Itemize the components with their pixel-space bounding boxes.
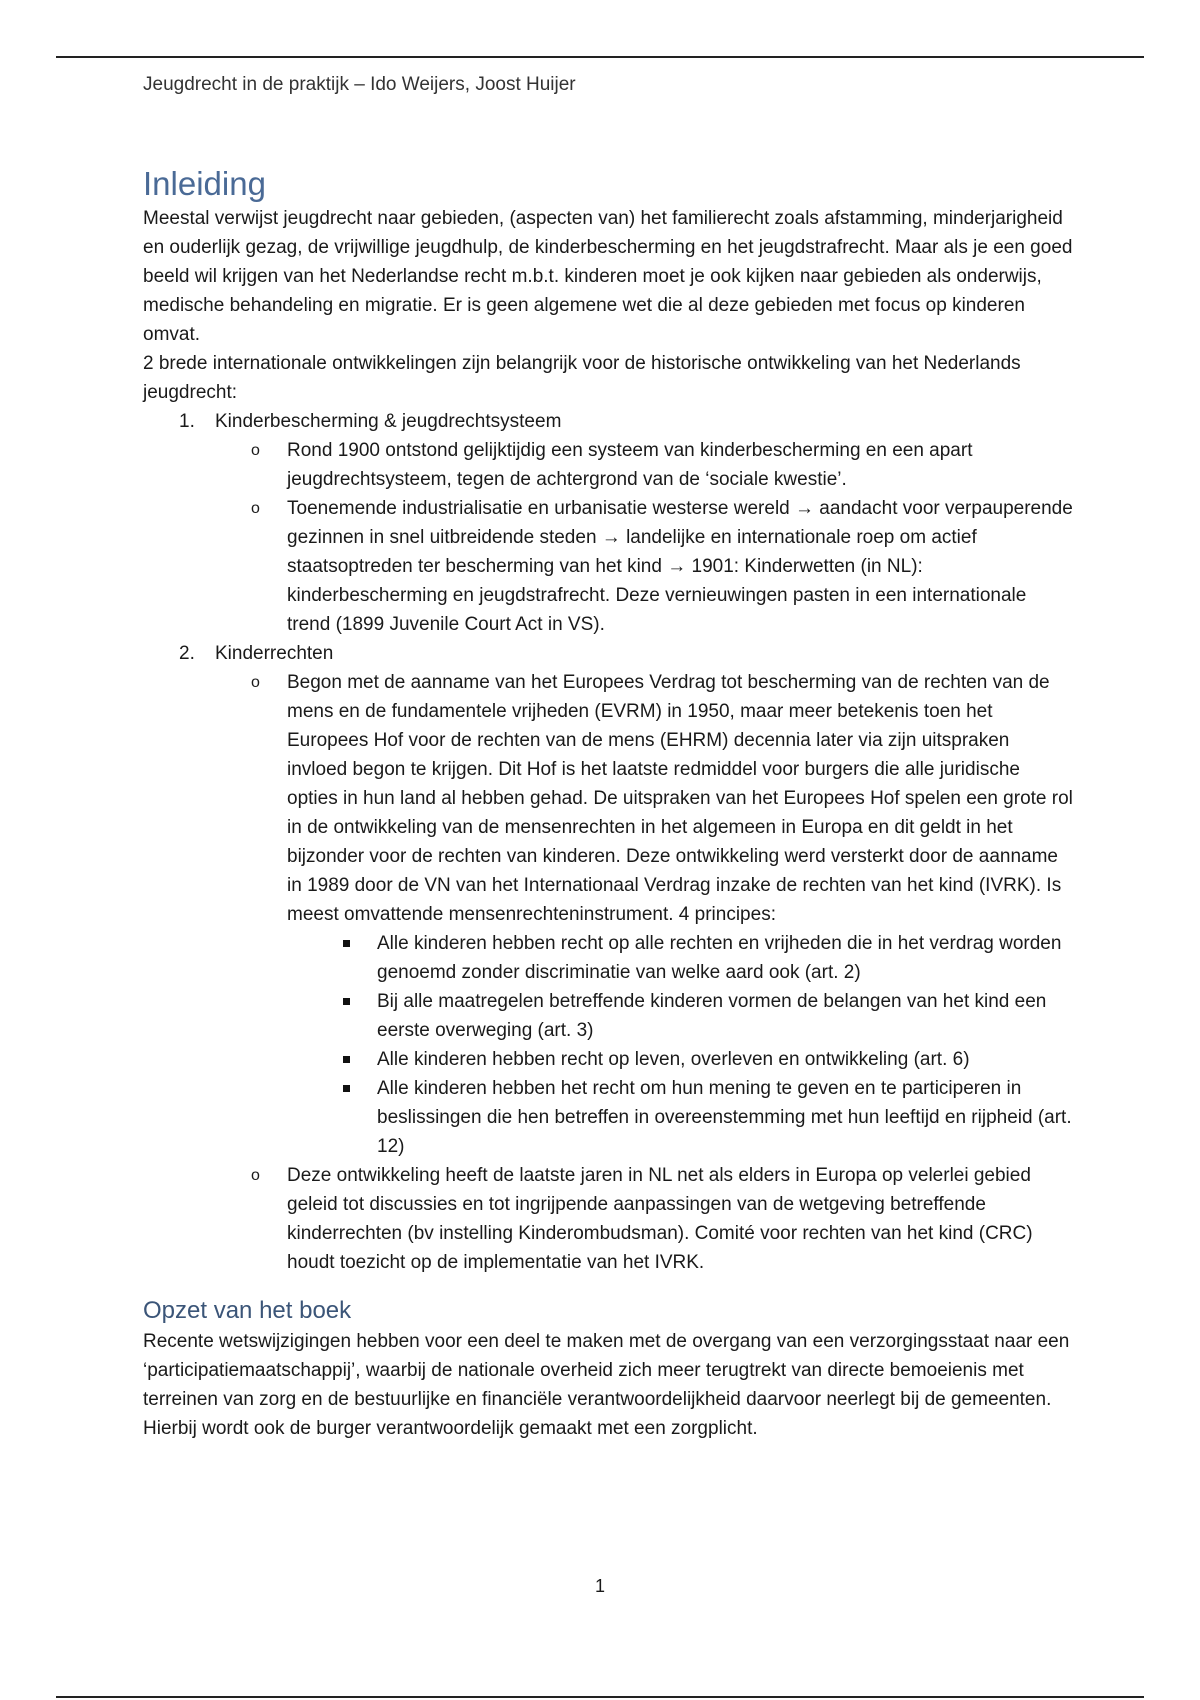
section-heading-opzet: Opzet van het boek (143, 1297, 352, 1324)
square-bullet-icon (343, 940, 350, 947)
sub-list-item (251, 1161, 1073, 1277)
header-rule (56, 56, 1144, 58)
running-header: Jeugdrecht in de praktijk – Ido Weijers, Joost Huijer (143, 74, 576, 95)
list-item-title: Kinderrechten (215, 643, 334, 664)
sub-list-text: Deze ontwikkeling heeft de laatste jaren in NL net als elders in Europa op velerlei gebied geleid tot discussies en tot ingrijpende aanpassingen van de wetgeving betreffende kinderrechten (bv instelling Kinderombudsman). Comité voor rechten van het kind (CRC) houdt toezicht op de implementatie van het IVRK. (287, 1165, 1033, 1273)
sub-list (215, 668, 1073, 1277)
circle-bullet-icon: o (251, 442, 260, 459)
principle-text: Alle kinderen hebben het recht om hun mening te geven en te participeren in beslissingen die hen betreffen in overeenstemming met hun leeftijd en rijpheid (art. 12) (377, 1078, 1072, 1157)
document-body (143, 160, 1073, 1443)
principle-item (377, 1045, 1073, 1074)
sub-list-item (251, 436, 1073, 494)
list-number: 1. (179, 411, 195, 432)
principle-item (377, 987, 1073, 1045)
principle-text: Alle kinderen hebben recht op leven, overleven en ontwikkeling (art. 6) (377, 1049, 970, 1070)
square-bullet-icon (343, 1085, 350, 1092)
principle-text: Alle kinderen hebben recht op alle rechten en vrijheden die in het verdrag worden genoemd zonder discriminatie van welke aard ook (art. 2) (377, 933, 1062, 983)
circle-bullet-icon: o (251, 1167, 260, 1184)
sub-list-item (251, 668, 1073, 1161)
list-item (143, 407, 1073, 639)
list-item (143, 639, 1073, 1277)
principles-list (287, 929, 1073, 1161)
sub-list-item (251, 494, 1073, 639)
list-number: 2. (179, 643, 195, 664)
list-item-title: Kinderbescherming & jeugdrechtsysteem (215, 411, 562, 432)
section-heading-inleiding: Inleiding (143, 165, 266, 202)
sub-list-text: Toenemende industrialisatie en urbanisatie westerse wereld → aandacht voor verpauperende gezinnen in snel uitbreidende steden → landelijke en internationale roep om actief staatsoptreden ter bescherming van het kind → 1901: Kinderwetten (in NL): kinderbescherming en jeugdstrafrecht. Deze vernieuwingen pasten in een internationale trend (1899 Juvenile Court Act in VS). (287, 498, 1073, 635)
paragraph: 2 brede internationale ontwikkelingen zijn belangrijk voor de historische ontwikkeling van het Nederlands jeugdrecht: (143, 353, 1021, 403)
sub-list (215, 436, 1073, 639)
sub-list-text: Rond 1900 ontstond gelijktijdig een systeem van kinderbescherming en een apart jeugdrechtsysteem, tegen de achtergrond van de ‘sociale kwestie’. (287, 440, 973, 490)
sub-list-text: Begon met de aanname van het Europees Verdrag tot bescherming van de rechten van de mens en de fundamentele vrijheden (EVRM) in 1950, maar meer betekenis toen het Europees Hof voor de rechten van de mens (EHRM) decennia later via zijn uitspraken invloed begon te krijgen. Dit Hof is het laatste redmiddel voor burgers die alle juridische opties in hun land al hebben gehad. De uitspraken van het Europees Hof spelen een grote rol in de ontwikkeling van de mensenrechten in het algemeen in Europa en dit geldt in het bijzonder voor de rechten van kinderen. Deze ontwikkeling werd versterkt door de aanname in 1989 door de VN van het Internationaal Verdrag inzake de rechten van het kind (IVRK). Is meest omvattende mensenrechteninstrument. 4 principes: (287, 672, 1073, 925)
square-bullet-icon (343, 1056, 350, 1063)
principle-item (377, 929, 1073, 987)
page-number: 1 (594, 1576, 605, 1596)
circle-bullet-icon: o (251, 500, 260, 517)
numbered-list (143, 407, 1073, 1277)
circle-bullet-icon: o (251, 674, 260, 691)
square-bullet-icon (343, 998, 350, 1005)
principle-item (377, 1074, 1073, 1161)
paragraph: Recente wetswijzigingen hebben voor een deel te maken met de overgang van een verzorgingsstaat naar een ‘participatiemaatschappij’, waarbij de nationale overheid zich meer terugtrekt van directe bemoeienis met terreinen van zorg en de bestuurlijke en financiële verantwoordelijkheid daarvoor neerlegt bij de gemeenten. Hierbij wordt ook de burger verantwoordelijk gemaakt met een zorgplicht. (143, 1331, 1070, 1439)
principle-text: Bij alle maatregelen betreffende kinderen vormen de belangen van het kind een eerste overweging (art. 3) (377, 991, 1047, 1041)
footer-rule (56, 1696, 1144, 1698)
paragraph: Meestal verwijst jeugdrecht naar gebieden, (aspecten van) het familierecht zoals afstamming, minderjarigheid en ouderlijk gezag, de vrijwillige jeugdhulp, de kinderbescherming en het jeugdstrafrecht. Maar als je een goed beeld wil krijgen van het Nederlandse recht m.b.t. kinderen moet je ook kijken naar gebieden als onderwijs, medische behandeling en migratie. Er is geen algemene wet die al deze gebieden met focus op kinderen omvat. (143, 208, 1073, 345)
